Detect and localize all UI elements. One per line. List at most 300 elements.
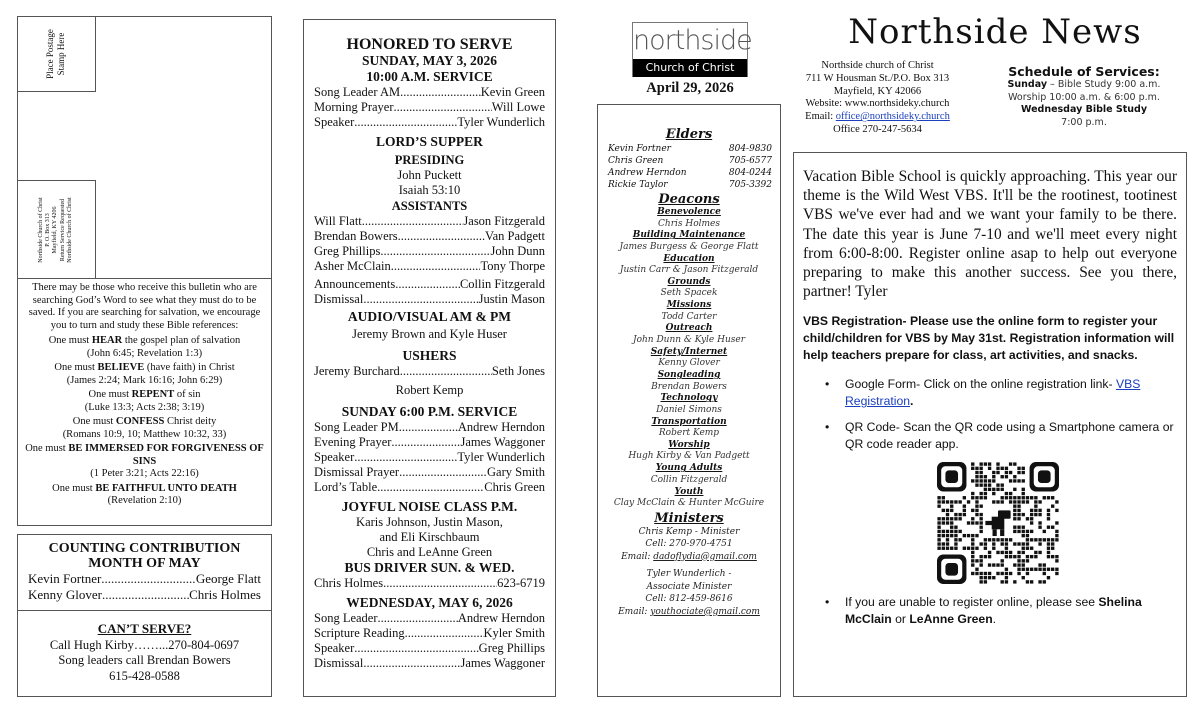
qr-module bbox=[1034, 513, 1037, 516]
qr-module bbox=[1001, 501, 1004, 504]
qr-module bbox=[937, 496, 940, 499]
qr-module bbox=[958, 539, 961, 542]
qr-module bbox=[984, 463, 987, 466]
wednesday-row: Scripture Reading ..... Kyler Smith bbox=[314, 626, 545, 641]
qr-module bbox=[937, 501, 940, 504]
qr-module bbox=[942, 530, 945, 533]
associate-minister-title: Associate Minister bbox=[646, 581, 732, 592]
qr-module bbox=[1005, 568, 1008, 571]
leadership-panel bbox=[597, 104, 781, 697]
deacon-area: Education bbox=[663, 253, 715, 264]
deacon-area: Young Adults bbox=[655, 463, 723, 474]
qr-module bbox=[1009, 492, 1012, 495]
qr-module bbox=[979, 480, 982, 483]
qr-module bbox=[1043, 572, 1046, 575]
qr-module bbox=[1047, 513, 1050, 516]
qr-module bbox=[1001, 551, 1004, 554]
qr-module bbox=[1034, 551, 1037, 554]
qr-module bbox=[1009, 480, 1012, 483]
am-service-heading: 10:00 A.M. SERVICE bbox=[366, 69, 493, 84]
registration-options bbox=[803, 376, 1177, 453]
qr-module bbox=[942, 543, 945, 546]
deacon-names: Chris Holmes bbox=[658, 218, 720, 229]
qr-module bbox=[1009, 463, 1012, 466]
qr-module bbox=[1047, 518, 1050, 521]
audio-visual-names: Jeremy Brown and Kyle Huser bbox=[352, 327, 507, 341]
assistant-row: Asher McClain ..... Tony Thorpe bbox=[314, 259, 545, 274]
qr-module bbox=[1013, 526, 1016, 529]
joyful-noise-line: Chris and LeAnne Green bbox=[366, 545, 493, 559]
qr-module bbox=[988, 564, 991, 567]
qr-module bbox=[984, 547, 987, 550]
qr-module bbox=[979, 513, 982, 516]
qr-module bbox=[937, 518, 940, 521]
qr-module bbox=[950, 526, 953, 529]
registration-fallback bbox=[803, 594, 1177, 628]
postage-stamp-box bbox=[17, 16, 96, 92]
qr-module bbox=[1030, 581, 1033, 584]
qr-module bbox=[1022, 534, 1025, 537]
qr-module bbox=[971, 534, 974, 537]
church-website: Website: www.northsideky.church bbox=[805, 98, 950, 110]
usher-row: Jeremy Burchard ..... Seth Jones bbox=[314, 364, 545, 379]
qr-module bbox=[979, 492, 982, 495]
service-role-row: Dismissal ..... Justin Mason bbox=[314, 292, 545, 307]
qr-module bbox=[975, 522, 978, 525]
qr-module bbox=[958, 530, 961, 533]
qr-module bbox=[1017, 513, 1020, 516]
scripture-reference: (1 Peter 3:21; Acts 22:16) bbox=[90, 468, 199, 479]
qr-module bbox=[942, 518, 945, 521]
am-service-row: Song Leader AM ..... Kevin Green bbox=[314, 85, 545, 100]
stamp-text-line: Place Postage bbox=[45, 28, 55, 79]
qr-module bbox=[1030, 555, 1033, 558]
qr-module bbox=[992, 539, 995, 542]
qr-module bbox=[1013, 496, 1016, 499]
qr-module bbox=[1026, 539, 1029, 542]
church-email-link[interactable]: office@northsideky.church bbox=[835, 111, 950, 123]
deacon-names: Brendan Bowers bbox=[651, 381, 727, 392]
newsletter-title: Northside News bbox=[848, 12, 1142, 52]
qr-module bbox=[1022, 576, 1025, 579]
qr-module bbox=[979, 576, 982, 579]
qr-module bbox=[937, 505, 940, 508]
schedule-worship: Worship 10:00 a.m. & 6:00 p.m. bbox=[1008, 91, 1160, 103]
qr-module bbox=[984, 581, 987, 584]
qr-module bbox=[1005, 475, 1008, 478]
qr-module bbox=[937, 534, 940, 537]
qr-module bbox=[1017, 564, 1020, 567]
qr-module bbox=[946, 509, 949, 512]
qr-module bbox=[1055, 560, 1058, 563]
vbs-registration-text: VBS Registration- Please use the online form to register your child/children for VBS by May 31st. Registration information will help teachers prepare for class, art activities, and snacks. bbox=[803, 314, 1175, 363]
qr-module bbox=[975, 509, 978, 512]
qr-module bbox=[1055, 555, 1058, 558]
qr-module bbox=[954, 518, 957, 521]
joyful-noise-line: and Eli Kirschbaum bbox=[379, 530, 480, 544]
qr-module bbox=[1026, 581, 1029, 584]
qr-module bbox=[1055, 530, 1058, 533]
qr-module bbox=[1047, 539, 1050, 542]
qr-module bbox=[1001, 475, 1004, 478]
return-address-line: Return Service Requested bbox=[59, 198, 66, 261]
qr-module bbox=[1030, 522, 1033, 525]
qr-module bbox=[992, 492, 995, 495]
qr-module bbox=[946, 534, 949, 537]
qr-module bbox=[958, 513, 961, 516]
qr-module bbox=[1043, 568, 1046, 571]
qr-module bbox=[979, 505, 982, 508]
qr-module bbox=[996, 467, 999, 470]
qr-module bbox=[971, 551, 974, 554]
qr-code-icon[interactable] bbox=[937, 462, 1059, 584]
deacon-names: Justin Carr & Jason Fitzgerald bbox=[619, 265, 759, 276]
qr-module bbox=[942, 501, 945, 504]
qr-module bbox=[975, 471, 978, 474]
qr-module bbox=[1000, 530, 1004, 537]
deacon-area: Building Maintenance bbox=[632, 230, 746, 241]
qr-module bbox=[992, 547, 995, 550]
qr-module bbox=[950, 501, 953, 504]
wednesday-row: Speaker ..... Greg Phillips bbox=[314, 641, 545, 656]
qr-module bbox=[984, 492, 987, 495]
qr-module bbox=[1022, 492, 1025, 495]
qr-module bbox=[1026, 547, 1029, 550]
schedule-wednesday-time: 7:00 p.m. bbox=[1061, 116, 1107, 128]
qr-module bbox=[954, 530, 957, 533]
deacons-heading: Deacons bbox=[658, 192, 720, 207]
qr-module bbox=[1013, 463, 1016, 466]
salvation-intro: There may be those who receive this bulletin who are searching God’s Word to see what they must do to be saved. If you are searching for salvation, we encourage you to turn and study these Bible references: bbox=[28, 282, 261, 331]
qr-module bbox=[971, 480, 974, 483]
qr-module bbox=[1038, 513, 1041, 516]
qr-module bbox=[1026, 530, 1029, 533]
minister-email-link[interactable]: dadoflydia@gmail.com bbox=[653, 551, 757, 562]
bulletin-date: April 29, 2026 bbox=[646, 80, 734, 96]
qr-module bbox=[1009, 471, 1012, 474]
qr-module bbox=[988, 463, 991, 466]
qr-module bbox=[1055, 539, 1058, 542]
qr-module bbox=[1009, 496, 1012, 499]
church-email: Email: office@northsideky.church bbox=[805, 111, 950, 123]
qr-module bbox=[1005, 543, 1008, 546]
cant-serve-heading: CAN’T SERVE? bbox=[97, 621, 192, 636]
qr-module bbox=[967, 534, 970, 537]
qr-module bbox=[1051, 496, 1054, 499]
deacon-area: Transportation bbox=[651, 416, 727, 427]
deacon-area: Outreach bbox=[665, 323, 713, 334]
qr-module bbox=[979, 560, 982, 563]
qr-module bbox=[1009, 539, 1012, 542]
deacon-area: Grounds bbox=[667, 276, 711, 287]
qr-module bbox=[1017, 560, 1020, 563]
qr-module bbox=[1026, 555, 1029, 558]
qr-module bbox=[975, 505, 978, 508]
qr-module bbox=[1038, 509, 1041, 512]
qr-module bbox=[984, 480, 987, 483]
qr-module bbox=[1034, 568, 1037, 571]
qr-module bbox=[958, 518, 961, 521]
qr-module bbox=[1038, 522, 1041, 525]
qr-module bbox=[1043, 539, 1046, 542]
qr-module bbox=[979, 564, 982, 567]
ushers-heading: USHERS bbox=[402, 348, 457, 363]
qr-module bbox=[1001, 543, 1004, 546]
qr-module bbox=[1005, 576, 1008, 579]
return-address-line: Northside Church of Christ bbox=[66, 196, 73, 263]
qr-module bbox=[1013, 564, 1016, 567]
qr-module bbox=[1030, 539, 1033, 542]
honored-to-serve-panel bbox=[303, 19, 556, 697]
qr-module bbox=[988, 576, 991, 579]
qr-module bbox=[1047, 526, 1050, 529]
qr-module bbox=[971, 560, 974, 563]
qr-module bbox=[979, 526, 982, 529]
qr-module bbox=[979, 581, 982, 584]
qr-module bbox=[971, 543, 974, 546]
qr-module bbox=[937, 547, 940, 550]
schedule-heading: Schedule of Services: bbox=[1008, 64, 1160, 79]
church-address-block bbox=[780, 60, 975, 137]
qr-module bbox=[971, 463, 974, 466]
return-address-line: Mayfield, KY 4206 bbox=[52, 206, 59, 253]
qr-module bbox=[984, 475, 987, 478]
qr-module bbox=[992, 480, 995, 483]
wednesday-row: Song Leader ..... Andrew Herndon bbox=[314, 611, 545, 626]
qr-module bbox=[1017, 480, 1020, 483]
qr-module bbox=[1043, 496, 1046, 499]
salvation-step: One must BELIEVE (have faith) in Christ (James 2:24; Mark 16:16; John 6:29) bbox=[24, 362, 265, 387]
pm-service-row: Song Leader PM ..... Andrew Herndon bbox=[314, 420, 545, 435]
qr-module bbox=[1051, 547, 1054, 550]
presiding-label: PRESIDING bbox=[394, 153, 465, 167]
qr-module bbox=[1030, 530, 1033, 533]
qr-module bbox=[1051, 505, 1054, 508]
qr-module bbox=[1038, 543, 1041, 546]
qr-module bbox=[967, 501, 970, 504]
qr-module bbox=[1026, 496, 1029, 499]
qr-module bbox=[971, 555, 974, 558]
qr-module bbox=[992, 543, 995, 546]
qr-module bbox=[979, 484, 982, 487]
qr-module bbox=[1030, 547, 1033, 550]
minister-name: Chris Kemp - Minister bbox=[638, 526, 740, 537]
joyful-noise-heading: JOYFUL NOISE CLASS P.M. bbox=[341, 499, 518, 514]
qr-module bbox=[1013, 505, 1016, 508]
elder-row: Kevin Fortner 804-9830 bbox=[608, 144, 772, 154]
qr-module bbox=[967, 547, 970, 550]
deacon-area: Worship bbox=[668, 439, 710, 450]
qr-module bbox=[1047, 543, 1050, 546]
qr-module bbox=[1017, 543, 1020, 546]
counting-row: Kevin Fortner ..... George Flatt bbox=[28, 571, 261, 587]
qr-module bbox=[945, 563, 958, 576]
minister-email: Email: dadoflydia@gmail.com bbox=[621, 551, 757, 562]
qr-module bbox=[950, 509, 953, 512]
associate-minister-email-link[interactable]: youthociate@gmail.com bbox=[650, 606, 760, 617]
qr-module bbox=[1034, 505, 1037, 508]
assistant-row: Brendan Bowers ..... Van Padgett bbox=[314, 229, 545, 244]
qr-module bbox=[1001, 539, 1004, 542]
qr-module bbox=[1034, 555, 1037, 558]
qr-module bbox=[1055, 534, 1058, 537]
qr-module bbox=[1013, 543, 1016, 546]
qr-module bbox=[979, 555, 982, 558]
qr-module bbox=[1022, 530, 1025, 533]
qr-module bbox=[1001, 560, 1004, 563]
qr-module bbox=[1005, 555, 1008, 558]
qr-module bbox=[1026, 534, 1029, 537]
qr-module bbox=[946, 547, 949, 550]
qr-module bbox=[946, 501, 949, 504]
qr-module bbox=[1005, 572, 1008, 575]
qr-module bbox=[979, 471, 982, 474]
qr-module bbox=[1005, 551, 1008, 554]
qr-module bbox=[984, 576, 987, 579]
qr-module bbox=[1038, 551, 1041, 554]
qr-module bbox=[1017, 518, 1020, 521]
qr-module bbox=[996, 551, 999, 554]
qr-module bbox=[996, 572, 999, 575]
return-address-line: P. O. Box 313 bbox=[45, 212, 52, 247]
qr-module bbox=[958, 501, 961, 504]
qr-module bbox=[1043, 564, 1046, 567]
qr-module bbox=[971, 539, 974, 542]
qr-module bbox=[971, 496, 974, 499]
qr-module bbox=[1047, 509, 1050, 512]
qr-module bbox=[971, 467, 974, 470]
qr-module bbox=[975, 547, 978, 550]
scripture-reference: (John 6:45; Revelation 1:3) bbox=[86, 347, 203, 359]
qr-module bbox=[1026, 560, 1029, 563]
logo-wordmark: northside bbox=[633, 25, 752, 56]
qr-module bbox=[963, 496, 966, 499]
usher-extra: Robert Kemp bbox=[395, 383, 464, 397]
salvation-step: One must HEAR the gospel plan of salvation (John 6:45; Revelation 1:3) bbox=[24, 335, 265, 360]
salvation-step: One must BE IMMERSED FOR FORGIVENESS OF SINS (1 Peter 3:21; Acts 22:16) bbox=[25, 443, 264, 479]
qr-module bbox=[1017, 555, 1020, 558]
elder-row: Andrew Herndon 804-0244 bbox=[608, 168, 772, 178]
qr-module bbox=[1051, 526, 1054, 529]
qr-module bbox=[975, 467, 978, 470]
deacon-names: Daniel Simons bbox=[656, 404, 722, 415]
qr-module bbox=[954, 543, 957, 546]
qr-module bbox=[1017, 505, 1020, 508]
qr-module bbox=[946, 539, 949, 542]
vbs-registration-link[interactable]: VBS Registration bbox=[845, 377, 1141, 409]
qr-module bbox=[950, 522, 953, 525]
deacon-names: Todd Carter bbox=[661, 311, 717, 322]
qr-module bbox=[1047, 551, 1050, 554]
qr-module bbox=[979, 467, 982, 470]
news-article-box bbox=[793, 152, 1187, 697]
qr-module bbox=[992, 564, 995, 567]
deacon-names: John Dunn & Kyle Huser bbox=[632, 334, 745, 345]
qr-module bbox=[1005, 492, 1008, 495]
salvation-step: One must BE FAITHFUL UNTO DEATH (Revelation 2:10) bbox=[24, 483, 265, 508]
qr-module bbox=[979, 463, 982, 466]
qr-module bbox=[1001, 467, 1004, 470]
qr-module bbox=[946, 522, 949, 525]
qr-module bbox=[1026, 518, 1029, 521]
cant-serve-line: 615-428-0588 bbox=[109, 668, 180, 683]
qr-module bbox=[1022, 480, 1025, 483]
qr-module bbox=[1017, 526, 1020, 529]
qr-module bbox=[1051, 555, 1054, 558]
qr-module bbox=[1017, 471, 1020, 474]
church-office-phone: Office 270-247-5634 bbox=[833, 123, 922, 135]
qr-module bbox=[988, 488, 991, 491]
qr-module bbox=[1013, 518, 1016, 521]
qr-module bbox=[967, 522, 970, 525]
bus-driver-row: Chris Holmes ..... 623-6719 bbox=[314, 576, 545, 591]
qr-module bbox=[942, 534, 945, 537]
qr-module bbox=[963, 534, 966, 537]
qr-module bbox=[984, 543, 987, 546]
qr-module bbox=[975, 513, 978, 516]
qr-module bbox=[988, 572, 991, 575]
scripture-reference: (Revelation 2:10) bbox=[107, 495, 182, 506]
qr-module bbox=[996, 471, 999, 474]
qr-module bbox=[1013, 581, 1016, 584]
qr-module bbox=[979, 522, 982, 525]
qr-module bbox=[1022, 471, 1025, 474]
qr-module bbox=[1013, 513, 1016, 516]
qr-module bbox=[988, 480, 991, 483]
qr-module bbox=[950, 530, 953, 533]
qr-module bbox=[1001, 488, 1004, 491]
pm-service-row: Evening Prayer ..... James Waggoner bbox=[314, 435, 545, 450]
qr-module bbox=[1026, 568, 1029, 571]
qr-module bbox=[1022, 513, 1025, 516]
deacon-names: Kenny Glover bbox=[658, 358, 720, 369]
qr-module bbox=[1001, 484, 1004, 487]
qr-module bbox=[950, 547, 953, 550]
qr-module bbox=[1022, 568, 1025, 571]
qr-module bbox=[992, 475, 995, 478]
qr-module bbox=[937, 543, 940, 546]
qr-module bbox=[954, 534, 957, 537]
qr-module bbox=[950, 505, 953, 508]
qr-module bbox=[1047, 555, 1050, 558]
qr-module bbox=[1047, 547, 1050, 550]
qr-module bbox=[1051, 539, 1054, 542]
am-service-row: Speaker ..... Tyler Wunderlich bbox=[314, 115, 545, 130]
qr-module bbox=[975, 534, 978, 537]
qr-module bbox=[1055, 572, 1058, 575]
deacon-names: James Burgess & George Flatt bbox=[619, 241, 759, 252]
qr-module bbox=[937, 522, 940, 525]
qr-module bbox=[979, 475, 982, 478]
deacon-names: Hugh Kirby & Van Padgett bbox=[628, 451, 750, 462]
pm-service-heading: SUNDAY 6:00 P.M. SERVICE bbox=[341, 404, 518, 419]
qr-module bbox=[984, 572, 987, 575]
qr-module bbox=[1022, 501, 1025, 504]
bus-driver-heading: BUS DRIVER SUN. & WED. bbox=[344, 560, 515, 575]
qr-module bbox=[1017, 467, 1020, 470]
qr-module bbox=[1038, 564, 1041, 567]
qr-module bbox=[1005, 471, 1008, 474]
stamp-text-line: Stamp Here bbox=[56, 32, 66, 75]
qr-module bbox=[942, 522, 945, 525]
qr-module bbox=[1038, 501, 1041, 504]
qr-module bbox=[988, 539, 991, 542]
qr-module bbox=[1022, 526, 1025, 529]
qr-module bbox=[1026, 543, 1029, 546]
qr-module bbox=[942, 509, 945, 512]
qr-module bbox=[996, 501, 999, 504]
elder-row: Rickie Taylor 705-3392 bbox=[608, 180, 772, 190]
